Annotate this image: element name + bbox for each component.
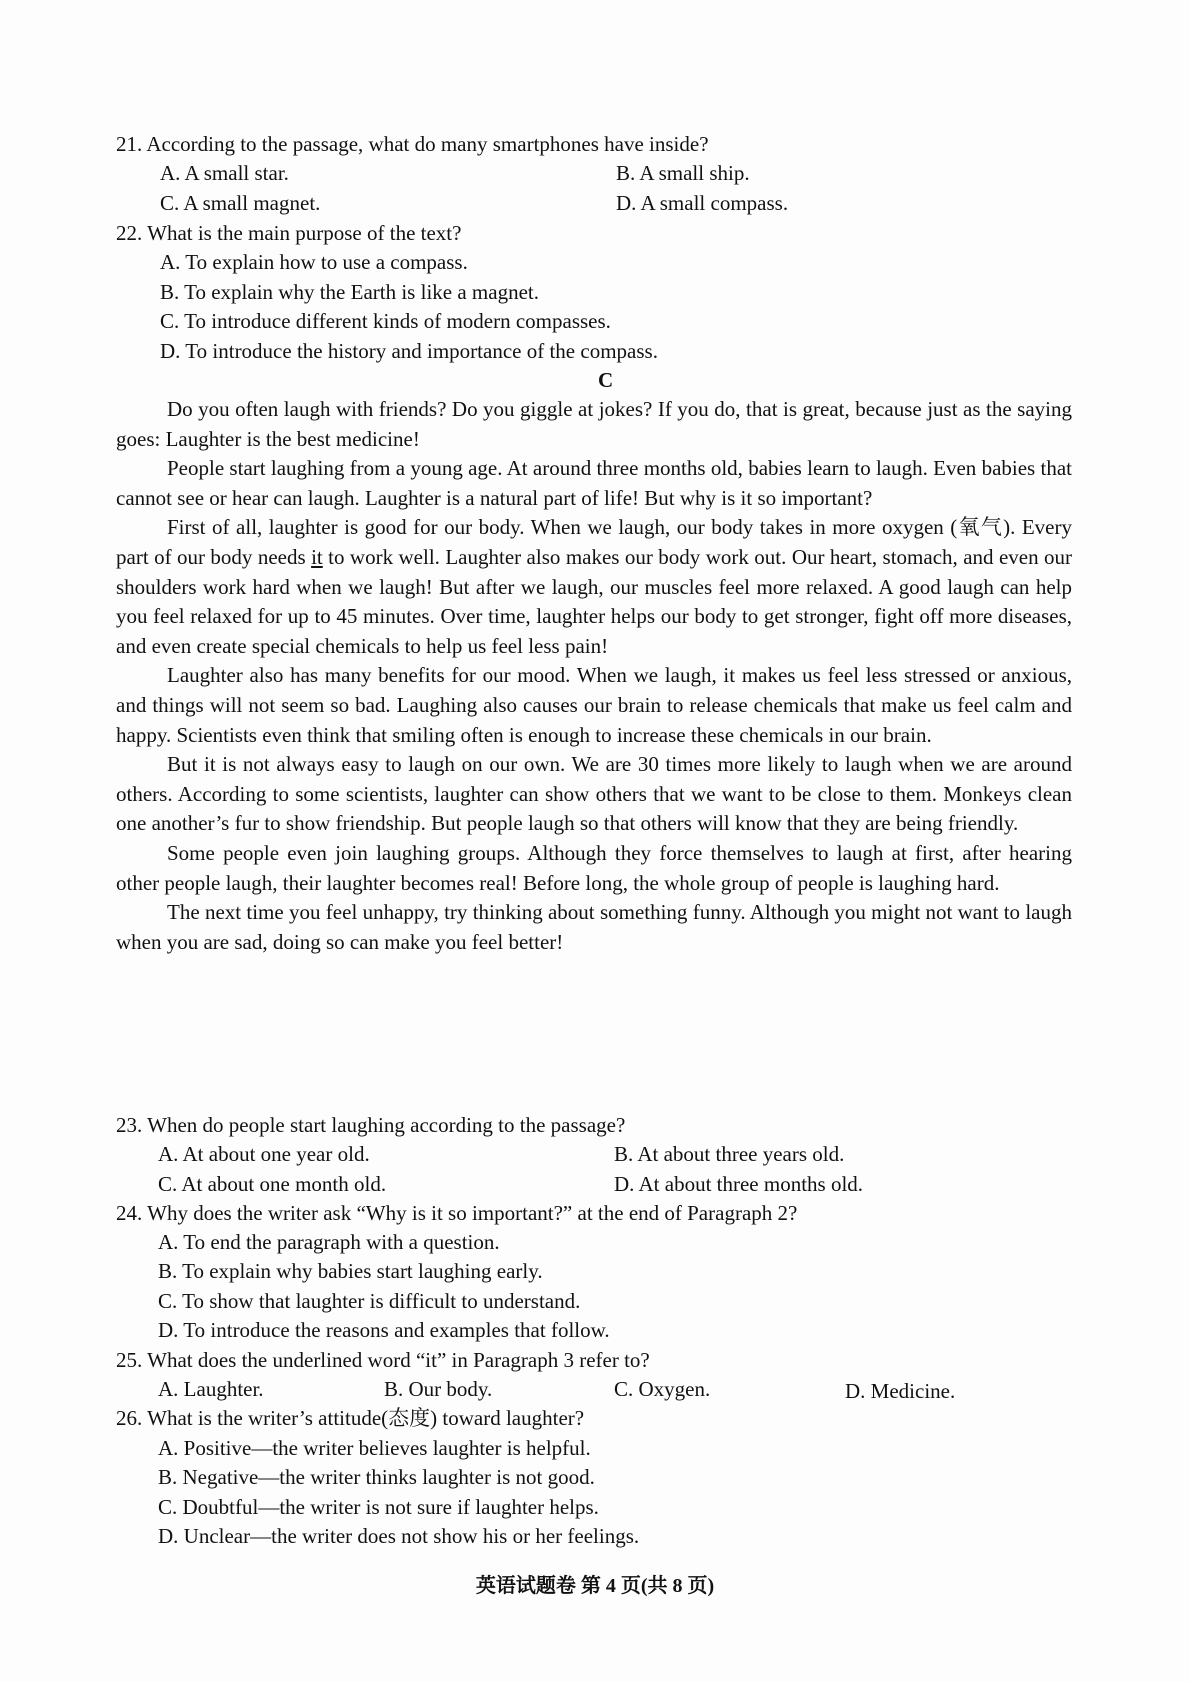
question-22-option-d: D. To introduce the history and importance of the compass. [160,339,658,363]
question-22-option-a: A. To explain how to use a compass. [160,250,468,274]
paragraph-7: The next time you feel unhappy, try thinking about something funny. Although you might not want to laugh when you are sad, doing so can make you feel better! [116,900,1072,954]
question-25-option-d: D. Medicine. [845,1379,956,1403]
question-21-option-d: D. A small compass. [616,191,789,215]
paragraph-5: But it is not always easy to laugh on our own. We are 30 times more likely to laugh when we are around others. According to some scientists, laughter can show others that we want to be close to them. Monkeys clean one another’s fur to show friendship. But people laugh so that others will know that they are being friendly. [116,752,1072,836]
question-26-option-c: C. Doubtful—the writer is not sure if laughter helps. [158,1495,599,1519]
question-23-option-c: C. At about one month old. [158,1172,387,1196]
question-26-stem: 26. What is the writer’s attitude(态度) toward laughter? [116,1406,585,1430]
question-23-stem: 23. When do people start laughing according to the passage? [116,1113,626,1137]
question-21-option-b: B. A small ship. [616,161,750,185]
paragraph-3-start: First of all, laughter is good for our body. When we laugh, our body takes in more oxygen (氧气). Every part of our body needs [116,515,1072,569]
underlined-word-it: it [311,544,323,569]
paragraph-2: People start laughing from a young age. At around three months old, babies learn to laugh. Even babies that cannot see or hear can laugh. Laughter is a natural part of life! But why is it so important? [116,456,1072,510]
question-21-stem: 21. According to the passage, what do many smartphones have inside? [116,132,709,156]
paragraph-3-rest: to work well. Laughter also makes our body work out. Our heart, stomach, and even our shoulders work hard when we laugh! But after we laugh, our muscles feel more relaxed. A good laugh can help you feel relaxed for up to 45 minutes. Over time, laughter helps our body to get stronger, fight off more diseases, and even create special chemicals to help us feel less pain! [116,544,1072,658]
question-24-option-c: C. To show that laughter is difficult to understand. [158,1289,581,1313]
question-24-option-b: B. To explain why babies start laughing early. [158,1259,543,1283]
paragraph-6: Some people even join laughing groups. Although they force themselves to laugh at first, after hearing other people laugh, their laughter becomes real! Before long, the whole group of people is laughing hard. [116,840,1072,895]
question-22-option-c: C. To introduce different kinds of modern compasses. [160,309,611,333]
question-23-option-b: B. At about three years old. [614,1142,845,1166]
question-22-option-b: B. To explain why the Earth is like a magnet. [160,280,539,304]
question-26-option-b: B. Negative—the writer thinks laughter is not good. [158,1465,595,1489]
page-footer: 英语试题卷 第 4 页(共 8 页) [475,1575,715,1597]
question-26-option-a: A. Positive—the writer believes laughter is helpful. [158,1436,591,1460]
question-25-option-b: B. Our body. [384,1377,493,1401]
question-21-option-c: C. A small magnet. [160,191,321,215]
question-23-option-d: D. At about three months old. [614,1172,864,1196]
paragraph-1: Do you often laugh with friends? Do you giggle at jokes? If you do, that is great, because just as the saying goes: Laughter is the best medicine! [116,397,1072,451]
question-25-stem: 25. What does the underlined word “it” in Paragraph 3 refer to? [116,1348,650,1372]
reading-passage [116,395,1072,957]
question-25-option-a: A. Laughter. [158,1377,264,1401]
question-24-option-a: A. To end the paragraph with a question. [158,1230,500,1254]
question-25-option-c: C. Oxygen. [614,1377,711,1401]
paragraph-4: Laughter also has many benefits for our mood. When we laugh, it makes us feel less stressed or anxious, and things will not seem so bad. Laughing also causes our brain to release chemicals that make us feel calm and happy. Scientists even think that smiling often is enough to increase these chemicals in our brain. [116,663,1072,747]
question-23-option-a: A. At about one year old. [158,1142,370,1166]
question-26-option-d: D. Unclear—the writer does not show his or her feelings. [158,1524,640,1548]
section-heading-c: C [598,368,614,392]
question-24-stem: 24. Why does the writer ask “Why is it so important?” at the end of Paragraph 2? [116,1201,798,1225]
question-21-option-a: A. A small star. [160,161,289,185]
question-22-stem: 22. What is the main purpose of the text? [116,221,462,245]
paragraph-3 [116,513,1072,661]
question-24-option-d: D. To introduce the reasons and examples that follow. [158,1318,610,1342]
